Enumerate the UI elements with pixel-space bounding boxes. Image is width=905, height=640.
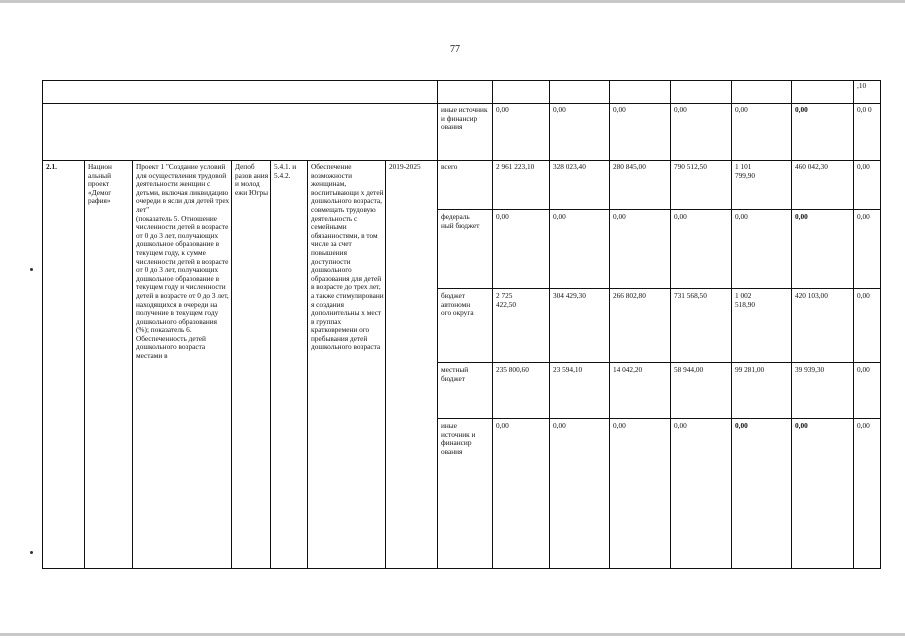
funding-total-value-3: 280 845,00 xyxy=(613,163,646,171)
funding-regional-value-6: 420 103,00 xyxy=(795,292,828,300)
funding-other-value-1: 0,00 xyxy=(496,422,509,430)
funding-regional-value-2: 304 429,30 xyxy=(553,292,586,300)
funding-federal-value-4: 0,00 xyxy=(674,213,687,221)
row-number: 2.1. xyxy=(46,163,57,171)
indicators: 5.4.1. и 5.4.2. xyxy=(274,163,297,180)
funding-regional-value-1: 2 725 422,50 xyxy=(496,292,517,309)
funding-other-value-7: 0,00 xyxy=(857,422,870,430)
funding-federal-value-7: 0,00 xyxy=(857,213,870,221)
page-number: 77 xyxy=(450,44,460,55)
top-source-label: иные источник и финансир ования xyxy=(441,106,488,132)
funding-total-value-5: 1 101 799,90 xyxy=(735,163,756,180)
funding-federal-value-5: 0,00 xyxy=(735,213,748,221)
funding-regional-value-3: 266 802,80 xyxy=(613,292,646,300)
top-value-5: 0,00 xyxy=(735,106,748,114)
funding-local-value-3: 14 042,20 xyxy=(613,366,643,374)
funding-other-value-2: 0,00 xyxy=(553,422,566,430)
top-value-1: 0,00 xyxy=(496,106,509,114)
scan-speck xyxy=(30,551,33,554)
top-value-6: 0,00 xyxy=(795,106,808,114)
funding-federal-value-6: 0,00 xyxy=(795,213,808,221)
top-last-col: 0,0 0 xyxy=(857,106,872,114)
funding-regional-value-4: 731 568,50 xyxy=(674,292,707,300)
funding-total-value-1: 2 961 223,10 xyxy=(496,163,535,171)
funding-other-value-3: 0,00 xyxy=(613,422,626,430)
goal: Обеспечение возможности женщинам, воспитывающи х детей дошкольного возраста, совмещать трудовую деятельность с семейными обязанностями, в том числе за счет повышения доступности дошкольного образования для детей в возрасте до трех лет, а также стимулировани я создания дополнительны х мест в группах кратковремени ого пребывания детей дошкольного возраста xyxy=(311,163,384,352)
funding-source-federal: федераль ный бюджет xyxy=(441,213,480,230)
top-value-4: 0,00 xyxy=(674,106,687,114)
funding-source-other: иные источник и финансир ования xyxy=(441,422,476,456)
funding-total-value-2: 328 023,40 xyxy=(553,163,586,171)
funding-other-value-5: 0,00 xyxy=(735,422,748,430)
funding-local-value-7: 0,00 xyxy=(857,366,870,374)
funding-regional-value-7: 0,00 xyxy=(857,292,870,300)
funding-federal-value-1: 0,00 xyxy=(496,213,509,221)
funding-total-value-4: 790 512,50 xyxy=(674,163,707,171)
funding-local-value-5: 99 281,00 xyxy=(735,366,765,374)
top-value-3: 0,00 xyxy=(613,106,626,114)
funding-total-value-6: 460 042,30 xyxy=(795,163,828,171)
funding-total-value-7: 0,00 xyxy=(857,163,870,171)
funding-other-value-4: 0,00 xyxy=(674,422,687,430)
funding-federal-value-3: 0,00 xyxy=(613,213,626,221)
funding-source-regional: бюджет автономн ого округа xyxy=(441,292,474,318)
funding-local-value-2: 23 594,10 xyxy=(553,366,583,374)
funding-federal-value-2: 0,00 xyxy=(553,213,566,221)
period: 2019-2025 xyxy=(389,163,421,171)
top-last-col-fragment: ,10 xyxy=(857,82,867,90)
funding-other-value-6: 0,00 xyxy=(795,422,808,430)
project-description: Проект 1 "Создание условий для осуществления трудовой деятельности женщин с детьми, включая ликвидацию очереди в ясли для детей трех лет" (показатель 5. Отношение численности детей в возрасте от 0 до 3 лет, получающих дошкольное образование в текущем году, к сумме численности детей в возрасте от 0 до 3 лет, получающих дошкольное образование в текущем году и численности детей в возрасте от 0 до 3 лет, находящихся в очереди на получение в текущем году дошкольного образования (%); показатель 6. Обеспеченность детей дошкольного возраста местами в xyxy=(136,163,230,361)
funding-source-total: всего xyxy=(441,163,458,171)
funding-local-value-6: 39 939,30 xyxy=(795,366,825,374)
funding-local-value-4: 58 944,00 xyxy=(674,366,704,374)
top-value-2: 0,00 xyxy=(553,106,566,114)
funding-regional-value-5: 1 002 518,90 xyxy=(735,292,756,309)
scan-speck xyxy=(30,268,33,271)
national-project: Национ альный проект «Демог рафия» xyxy=(88,163,112,206)
scan-top-edge xyxy=(0,0,905,3)
funding-source-local: местный бюджет xyxy=(441,366,469,383)
funding-local-value-1: 235 800,60 xyxy=(496,366,529,374)
department: Депоб разов ания и молод ежи Югры xyxy=(235,163,269,197)
scan-bottom-edge xyxy=(0,633,905,636)
